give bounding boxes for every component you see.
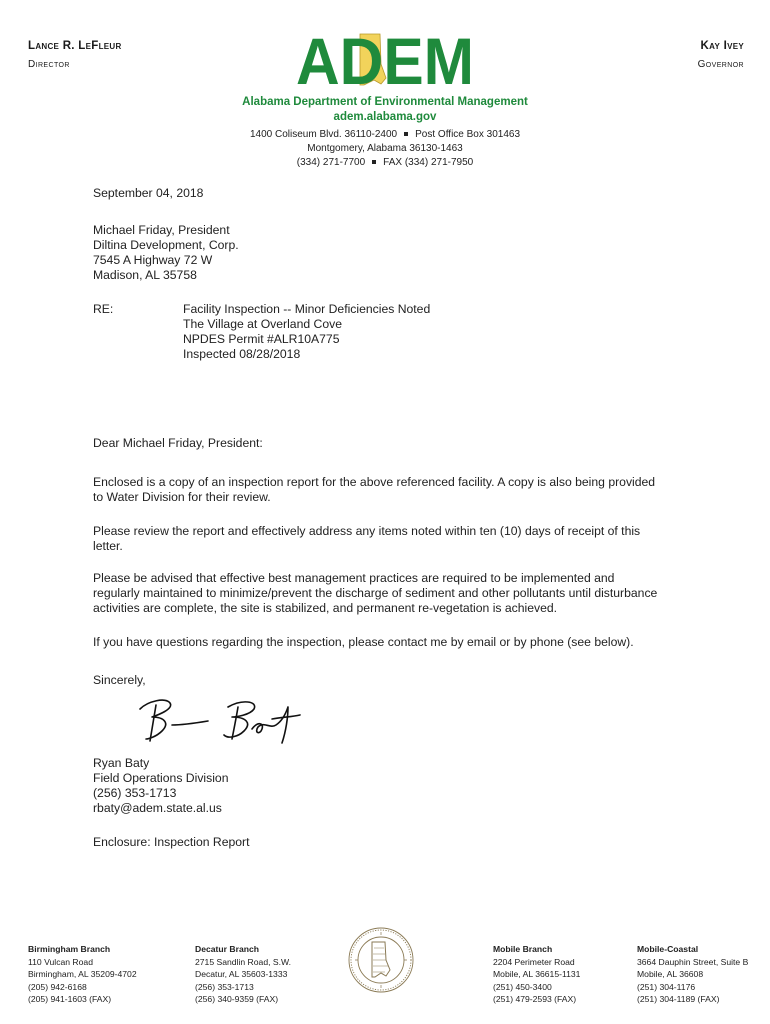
branch-line: 2204 Perimeter Road (493, 956, 575, 967)
paragraph-line: regularly maintained to minimize/prevent the discharge of sediment and other pollutants until disturbance (93, 586, 658, 600)
re-line: Facility Inspection -- Minor Deficiencies Noted (183, 302, 431, 316)
director-title: Director (28, 59, 70, 70)
paragraph-line: letter. (93, 539, 123, 553)
agency-fax: FAX (334) 271-7950 (383, 157, 474, 168)
re-label: RE: (93, 302, 114, 316)
director-name: Lance R. LeFleur (28, 40, 122, 52)
branch-line: 2715 Sandlin Road, S.W. (195, 956, 292, 967)
branch-birmingham (28, 943, 137, 1006)
re-block (183, 302, 430, 362)
paragraph-1 (93, 475, 655, 505)
signer-name: Ryan Baty (93, 756, 150, 770)
recipient-line: Michael Friday, President (93, 223, 230, 237)
recipient-line: Madison, AL 35758 (93, 268, 197, 282)
salutation: Dear Michael Friday, President: (93, 436, 263, 450)
branch-line: Mobile, AL 36608 (637, 969, 704, 979)
governor-title: Governor (697, 59, 744, 70)
branch-line: Decatur, AL 35603-1333 (195, 969, 288, 979)
recipient-line: Diltina Development, Corp. (93, 238, 239, 252)
po-box: Post Office Box 301463 (415, 129, 521, 140)
enclosure-note: Enclosure: Inspection Report (93, 835, 250, 849)
branch-line: 3664 Dauphin Street, Suite B (637, 956, 749, 967)
closing: Sincerely, (93, 673, 146, 687)
recipient-block (93, 223, 239, 283)
branch-name: Mobile-Coastal (637, 944, 699, 954)
paragraph-2 (93, 524, 640, 554)
paragraph-line: Please be advised that effective best management practices are required to be implemented and (93, 571, 615, 585)
paragraph-line: to Water Division for their review. (93, 490, 271, 504)
branch-name: Birmingham Branch (28, 944, 111, 954)
paragraph-line: activities are complete, the site is stabilized, and permanent re-vegetation is achieved. (93, 601, 558, 615)
agency-address-line1 (0, 129, 770, 140)
street-address: 1400 Coliseum Blvd. 36110-2400 (249, 129, 398, 140)
signer-phone: (256) 353-1713 (93, 786, 177, 800)
branch-line: 110 Vulcan Road (28, 956, 93, 967)
adem-logo (294, 30, 476, 88)
branch-line: (251) 304-1189 (FAX) (637, 994, 720, 1004)
branch-line: (205) 942-6168 (28, 981, 87, 992)
paragraph-line: Enclosed is a copy of an inspection report for the above referenced facility. A copy is also being provided (93, 475, 656, 489)
branch-mobile (493, 943, 580, 1006)
re-line: NPDES Permit #ALR10A775 (183, 332, 340, 346)
re-line: Inspected 08/28/2018 (183, 347, 301, 361)
letter-date: September 04, 2018 (93, 186, 204, 200)
recipient-line: 7545 A Highway 72 W (93, 253, 213, 267)
signer-block (93, 756, 228, 816)
branch-line: (251) 479-2593 (FAX) (493, 994, 577, 1004)
paragraph-4: If you have questions regarding the inspection, please contact me by email or by phone (see below). (93, 635, 634, 649)
paragraph-line: Please review the report and effectively address any items noted within ten (10) days of receipt of this (93, 524, 641, 538)
re-line: The Village at Overland Cove (183, 317, 342, 331)
branch-line: (205) 941-1603 (FAX) (28, 994, 112, 1004)
branch-line: (256) 340-9359 (FAX) (195, 994, 279, 1004)
branch-line: Birmingham, AL 35209-4702 (28, 969, 137, 979)
alabama-state-seal (347, 926, 415, 994)
branch-line: (251) 304-1176 (637, 981, 696, 992)
paragraph-3 (93, 571, 657, 616)
branch-name: Decatur Branch (195, 944, 259, 954)
branch-name: Mobile Branch (493, 944, 553, 954)
branch-line: (251) 450-3400 (493, 981, 552, 992)
branch-mobile-coastal (637, 943, 748, 1006)
logo-text: ADEM (296, 30, 474, 88)
agency-name: Alabama Department of Environmental Management (242, 96, 528, 108)
governor-name: Kay Ivey (700, 40, 744, 52)
agency-website[interactable]: adem.alabama.gov (333, 111, 437, 123)
signer-division: Field Operations Division (93, 771, 229, 785)
agency-phone: (334) 271-7700 (296, 157, 366, 168)
agency-address-line2: Montgomery, Alabama 36130-1463 (307, 143, 463, 154)
signer-email[interactable]: rbaty@adem.state.al.us (93, 801, 222, 815)
separator-dot (404, 132, 408, 136)
agency-phone-line (0, 157, 770, 168)
handwritten-signature (136, 695, 306, 747)
branch-line: Mobile, AL 36615-1131 (493, 969, 581, 979)
separator-dot (372, 160, 376, 164)
branch-decatur (195, 943, 291, 1006)
branch-line: (256) 353-1713 (195, 981, 254, 992)
